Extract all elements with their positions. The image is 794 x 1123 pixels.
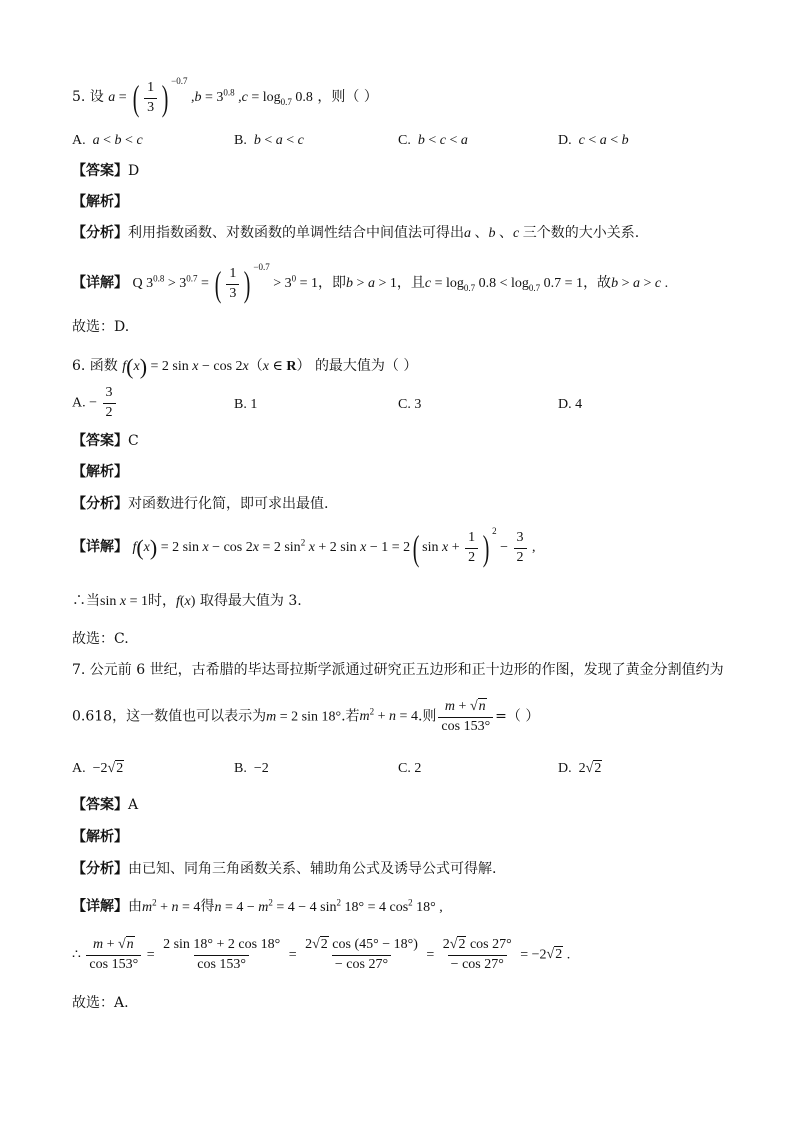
q7-choose: 故选：A. — [72, 995, 129, 1011]
q5-answer: 【答案】D — [72, 163, 140, 179]
q6-answer: 【答案】C — [72, 433, 139, 449]
q7-stem-line2: 0.618，这一数值也可以表示为m = 2 sin 18°.若$m^2 + n = 4$.则 $\frac{m + √n}{\cos 153^\circ}$ =（ ） — [72, 699, 540, 734]
q5-option-a: A. a < b < c — [72, 133, 143, 148]
q7-stem-line1: 7. 公元前 6 世纪，古希腊的毕达哥拉斯学派通过研究正五边形和正十边形的作图，发现了黄金分割值约为 — [72, 662, 724, 678]
q5-detail: 【详解】 Q $3^{0.8} > 3^{0.7}$ = ( $\frac{1}{3}$ ) $^{-0.7} > 3^0 = 1$，即b > a > 1，且$c = \log_{0.7} 0.8 < \log_{0.7} 0.7 = 1$，故b > a > c . — [72, 261, 669, 304]
q7-option-b: B. −2 — [234, 761, 269, 776]
q6-option-d: D. 4 — [558, 397, 583, 412]
q5-option-b: B. b < a < c — [234, 133, 304, 148]
q6-analysis-heading: 【解析】 — [72, 464, 128, 480]
q6-fenxi: 【分析】对函数进行化简，即可求出最值. — [72, 496, 329, 512]
q6-option-c: C. 3 — [398, 397, 422, 412]
q5-choose: 故选：D. — [72, 319, 130, 335]
q7-detail: 【详解】由$m^2 + n = 4$得$n = 4 - m^2 = 4 - 4$ $\sin^2 18^\circ = 4$ $\cos^2 18^\circ$ , — [72, 897, 443, 915]
q5-fenxi: 【分析】利用指数函数、对数函数的单调性结合中间值法可得出a 、b 、c 三个数的大小关系. — [72, 225, 640, 241]
q6-option-b: B. 1 — [234, 397, 258, 412]
q7-derivation: ∴ $\frac{m + √n}{\cos 153^\circ}$ = $\frac{2 \sin 18^\circ + 2 \cos 18^\circ}{\cos 153^\circ}$ = $\frac{2√2 \cos (45^\circ - 18^\circ)}{- \cos 27^\circ}$ = $\frac{2√2 \cos 27^\circ}{- \cos 27^\circ}$ = −2√2 . — [72, 937, 571, 972]
q7-analysis-heading: 【解析】 — [72, 829, 128, 845]
q5-analysis-heading: 【解析】 — [72, 194, 128, 210]
q5-option-c: C. b < c < a — [398, 133, 468, 148]
q5-a-def: a = ( $\frac{1}{3}$ ) $^{-0.7}$ $,b = 3^{0.8}$ $,c = \log_{0.7} 0.8$ — [108, 75, 313, 118]
q6-stem: 6. 函数 f(x) = 2 sin x − cos 2x（x ∈ R） 的最大值为（ ） — [72, 354, 418, 379]
q7-option-c: C. 2 — [398, 761, 422, 776]
q5-option-d: D. c < a < b — [558, 133, 629, 148]
q7-option-a: A. −2√2 — [72, 761, 124, 776]
q6-therefore: ∴当sin x = 1时，f(x) 取得最大值为 3. — [72, 593, 302, 609]
q7-answer: 【答案】A — [72, 797, 139, 813]
q6-option-a: A. − $\frac{3}{2}$ — [72, 386, 118, 420]
q6-choose: 故选：C. — [72, 631, 129, 647]
q5-stem: 5. 设 a = ( $\frac{1}{3}$ ) $^{-0.7}$ $,b = 3^{0.8}$ $,c = \log_{0.7} 0.8$ ，则（ ） — [72, 75, 378, 118]
q7-option-d: D. 2√2 — [558, 761, 602, 776]
q6-detail: 【详解】 f(x) = 2 sin x − cos 2x = 2 $\sin^2 x + 2$ sin x − 1 = 2( sin x + $\frac{1}{2}$ ) $^2$ − $\frac{3}{2}$ , — [72, 525, 536, 568]
q7-fenxi: 【分析】由已知、同角三角函数关系、辅助角公式及诱导公式可得解. — [72, 861, 497, 877]
